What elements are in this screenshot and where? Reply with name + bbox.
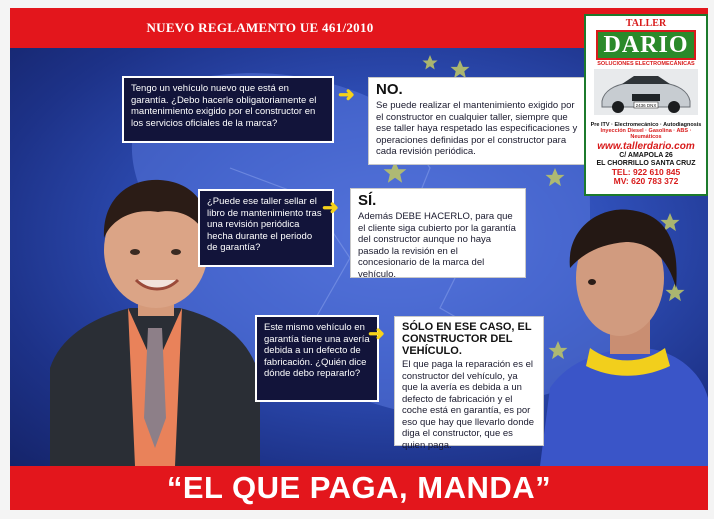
answer-1-bubble xyxy=(368,77,592,165)
arrow-right-icon: ➜ xyxy=(368,323,385,345)
question-3-bubble xyxy=(255,315,379,402)
ad-address-1: C/ AMAPOLA 26 xyxy=(619,152,673,159)
header-title: NUEVO REGLAMENTO UE 461/2010 xyxy=(146,20,374,35)
taller-dario-ad xyxy=(584,14,708,196)
answer-3-title: SÓLO EN ESE CASO, EL CONSTRUCTOR DEL VEHÍCULO. xyxy=(402,321,532,357)
ad-subtitle: SOLUCIONES ELECTROMECÁNICAS xyxy=(597,61,695,67)
ad-address-2: EL CHORRILLO SANTA CRUZ xyxy=(596,160,696,167)
answer-2-bubble xyxy=(350,188,526,278)
answer-3-bubble xyxy=(394,316,544,451)
car-image xyxy=(594,69,698,115)
ad-mobile: MV: 620 783 372 xyxy=(613,176,679,186)
ad-phone: TEL: 922 610 845 xyxy=(611,167,681,177)
question-2-bubble xyxy=(198,189,334,267)
question-2-text: ¿Puede ese taller sellar el libro de mantenimiento tras una revisión periódica hecha durante el periodo de garantía? xyxy=(207,196,322,253)
car-plate: 2436 DNX xyxy=(635,103,657,108)
eu-star-icon xyxy=(451,60,470,78)
question-3-text: Este mismo vehículo en garantía tiene una avería debida a un defecto de fabricación. ¿Quién dice dónde debo repararlo? xyxy=(264,322,370,379)
slogan: “EL QUE PAGA, MANDA” xyxy=(166,470,552,505)
answer-1-title: NO. xyxy=(376,81,403,98)
arrow-right-icon: ➜ xyxy=(338,84,355,106)
ad-website: www.tallerdario.com xyxy=(597,141,695,152)
answer-1-text: Se puede realizar el mantenimiento exigido por el constructor en cualquier taller, siempre que ese taller haya respetado las especificaciones y operaciones definidas por el constructor para cada revisión periódica. xyxy=(376,100,578,157)
answer-2-title: SÍ. xyxy=(358,192,377,209)
ad-services-2: Inyección Diesel · Gasolina · ABS · Neumáticos xyxy=(600,128,692,140)
question-1-text: Tengo un vehículo nuevo que está en garantía. ¿Debo hacerle obligatoriamente el mantenimiento exigido por el constructor en los servicios oficiales de la marca? xyxy=(131,83,317,129)
footer-band xyxy=(10,466,708,510)
ad-services-1: Pre ITV · Electromecánico · Autodiagnosis xyxy=(590,122,702,128)
answer-3-text: El que paga la reparación es el constructor del vehículo, ya que la avería es debida a un defecto de fabricación y el coche está en garantía, es por eso que hay que llevarlo donde diga el constructor, que es quien paga. xyxy=(402,359,535,451)
ad-taller-label: TALLER xyxy=(625,18,667,29)
arrow-right-icon: ➜ xyxy=(322,197,339,219)
answer-2-text: Además DEBE HACERLO, para que el cliente siga cubierto por la garantía del constructor aunque no haya pasado la revisión en el concesionario de la marca del vehículo. xyxy=(358,211,516,280)
question-1-bubble xyxy=(122,76,334,143)
eu-star-icon xyxy=(422,55,437,70)
man-right-illustration xyxy=(530,198,708,466)
ad-brand-logo: DARIO xyxy=(596,30,695,60)
